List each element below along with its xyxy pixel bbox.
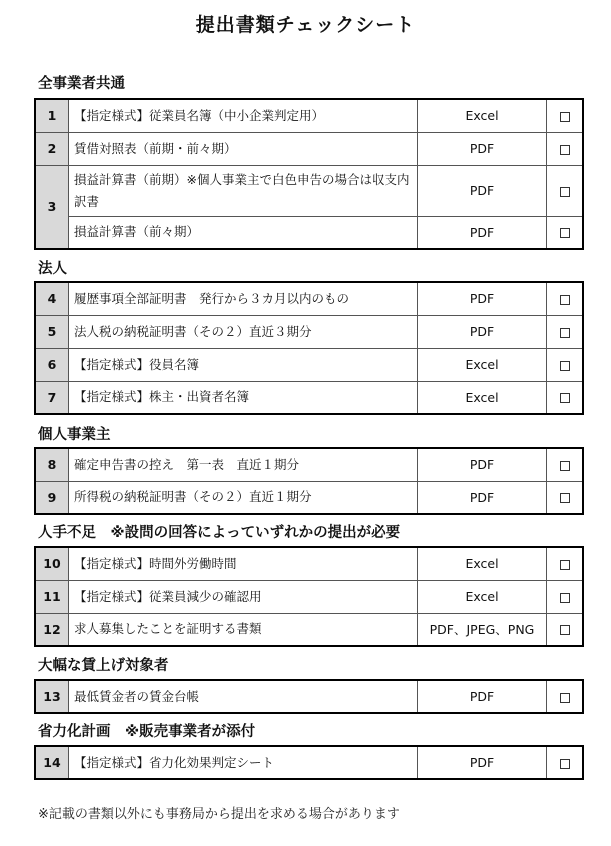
- item-description: 損益計算書（前々期）: [69, 216, 418, 249]
- checkbox-icon[interactable]: [560, 328, 570, 338]
- footnote: ※記載の書類以外にも事務局から提出を求める場合があります: [38, 807, 400, 822]
- item-format: PDF、JPEG、PNG: [418, 613, 547, 646]
- checkbox-icon[interactable]: [560, 759, 570, 769]
- table-row: [35, 448, 583, 481]
- item-checkbox[interactable]: [547, 481, 584, 514]
- item-checkbox[interactable]: [547, 547, 584, 580]
- item-checkbox[interactable]: [547, 448, 584, 481]
- table-row: [35, 746, 583, 779]
- item-format: Excel: [418, 99, 547, 132]
- page-title: 提出書類チェックシート: [195, 14, 416, 36]
- table-corporation: [34, 281, 584, 415]
- table-row: [35, 381, 583, 414]
- table-labor-saving-plan: [34, 745, 584, 780]
- item-description: 法人税の納税証明書（その２）直近３期分: [69, 315, 418, 348]
- table-row: [35, 315, 583, 348]
- item-format: Excel: [418, 381, 547, 414]
- item-description: 履歴事項全部証明書 発行から３カ月以内のもの: [69, 282, 418, 315]
- item-format: Excel: [418, 547, 547, 580]
- table-row: [35, 165, 583, 216]
- item-description: 【指定様式】株主・出資者名簿: [69, 381, 418, 414]
- item-format: PDF: [418, 216, 547, 249]
- section-title-common: 全事業者共通: [38, 76, 125, 92]
- table-row: [35, 547, 583, 580]
- item-description: 【指定様式】従業員名簿（中小企業判定用）: [69, 99, 418, 132]
- item-number: 14: [35, 746, 69, 779]
- item-description: 損益計算書（前期）※個人事業主で白色申告の場合は収支内訳書: [69, 165, 418, 216]
- table-row: [35, 580, 583, 613]
- item-format: PDF: [418, 282, 547, 315]
- item-checkbox[interactable]: [547, 680, 584, 713]
- item-number: 12: [35, 613, 69, 646]
- table-row: [35, 481, 583, 514]
- item-number: 8: [35, 448, 69, 481]
- checkbox-icon[interactable]: [560, 295, 570, 305]
- item-checkbox[interactable]: [547, 315, 584, 348]
- item-checkbox[interactable]: [547, 282, 584, 315]
- item-format: Excel: [418, 348, 547, 381]
- item-number: 2: [35, 132, 69, 165]
- checkbox-icon[interactable]: [560, 593, 570, 603]
- item-checkbox[interactable]: [547, 381, 584, 414]
- item-format: PDF: [418, 132, 547, 165]
- item-number: 10: [35, 547, 69, 580]
- section-title-labor-shortage: 人手不足 ※設問の回答によっていずれかの提出が必要: [38, 525, 401, 541]
- item-checkbox[interactable]: [547, 216, 584, 249]
- item-description: 【指定様式】従業員減少の確認用: [69, 580, 418, 613]
- item-description: 【指定様式】時間外労働時間: [69, 547, 418, 580]
- item-format: Excel: [418, 580, 547, 613]
- section-title-wage-increase: 大幅な賃上げ対象者: [38, 658, 169, 674]
- table-common: [34, 98, 584, 250]
- checkbox-icon[interactable]: [560, 461, 570, 471]
- item-description: 賃借対照表（前期・前々期）: [69, 132, 418, 165]
- table-labor-shortage: [34, 546, 584, 647]
- item-checkbox[interactable]: [547, 613, 584, 646]
- table-row: [35, 282, 583, 315]
- item-format: PDF: [418, 315, 547, 348]
- item-description: 求人募集したことを証明する書類: [69, 613, 418, 646]
- checkbox-icon[interactable]: [560, 361, 570, 371]
- item-description: 最低賃金者の賃金台帳: [69, 680, 418, 713]
- item-checkbox[interactable]: [547, 132, 584, 165]
- checkbox-icon[interactable]: [560, 187, 570, 197]
- table-row: [35, 613, 583, 646]
- item-number: 13: [35, 680, 69, 713]
- item-number: 1: [35, 99, 69, 132]
- table-row: [35, 216, 583, 249]
- item-format: PDF: [418, 680, 547, 713]
- checkbox-icon[interactable]: [560, 493, 570, 503]
- item-description: 確定申告書の控え 第一表 直近１期分: [69, 448, 418, 481]
- checkbox-icon[interactable]: [560, 112, 570, 122]
- table-row: [35, 99, 583, 132]
- table-row: [35, 348, 583, 381]
- item-description: 【指定様式】役員名簿: [69, 348, 418, 381]
- item-checkbox[interactable]: [547, 165, 584, 216]
- item-checkbox[interactable]: [547, 580, 584, 613]
- checkbox-icon[interactable]: [560, 693, 570, 703]
- table-wage-increase: [34, 679, 584, 714]
- item-checkbox[interactable]: [547, 99, 584, 132]
- item-checkbox[interactable]: [547, 746, 584, 779]
- checkbox-icon[interactable]: [560, 145, 570, 155]
- item-description: 【指定様式】省力化効果判定シート: [69, 746, 418, 779]
- item-number: 4: [35, 282, 69, 315]
- item-number: 6: [35, 348, 69, 381]
- checkbox-icon[interactable]: [560, 560, 570, 570]
- item-number: 11: [35, 580, 69, 613]
- item-number: 7: [35, 381, 69, 414]
- item-number: 9: [35, 481, 69, 514]
- checkbox-icon[interactable]: [560, 228, 570, 238]
- item-description: 所得税の納税証明書（その２）直近１期分: [69, 481, 418, 514]
- table-row: [35, 132, 583, 165]
- table-row: [35, 680, 583, 713]
- item-format: PDF: [418, 481, 547, 514]
- item-number: 5: [35, 315, 69, 348]
- section-title-corporation: 法人: [38, 261, 67, 277]
- item-number: 3: [35, 165, 69, 249]
- table-sole-proprietor: [34, 447, 584, 515]
- checkbox-icon[interactable]: [560, 393, 570, 403]
- section-title-labor-saving-plan: 省力化計画 ※販売事業者が添付: [38, 724, 256, 740]
- item-format: PDF: [418, 746, 547, 779]
- item-checkbox[interactable]: [547, 348, 584, 381]
- checkbox-icon[interactable]: [560, 625, 570, 635]
- item-format: PDF: [418, 448, 547, 481]
- section-title-sole-proprietor: 個人事業主: [38, 427, 111, 443]
- item-format: PDF: [418, 165, 547, 216]
